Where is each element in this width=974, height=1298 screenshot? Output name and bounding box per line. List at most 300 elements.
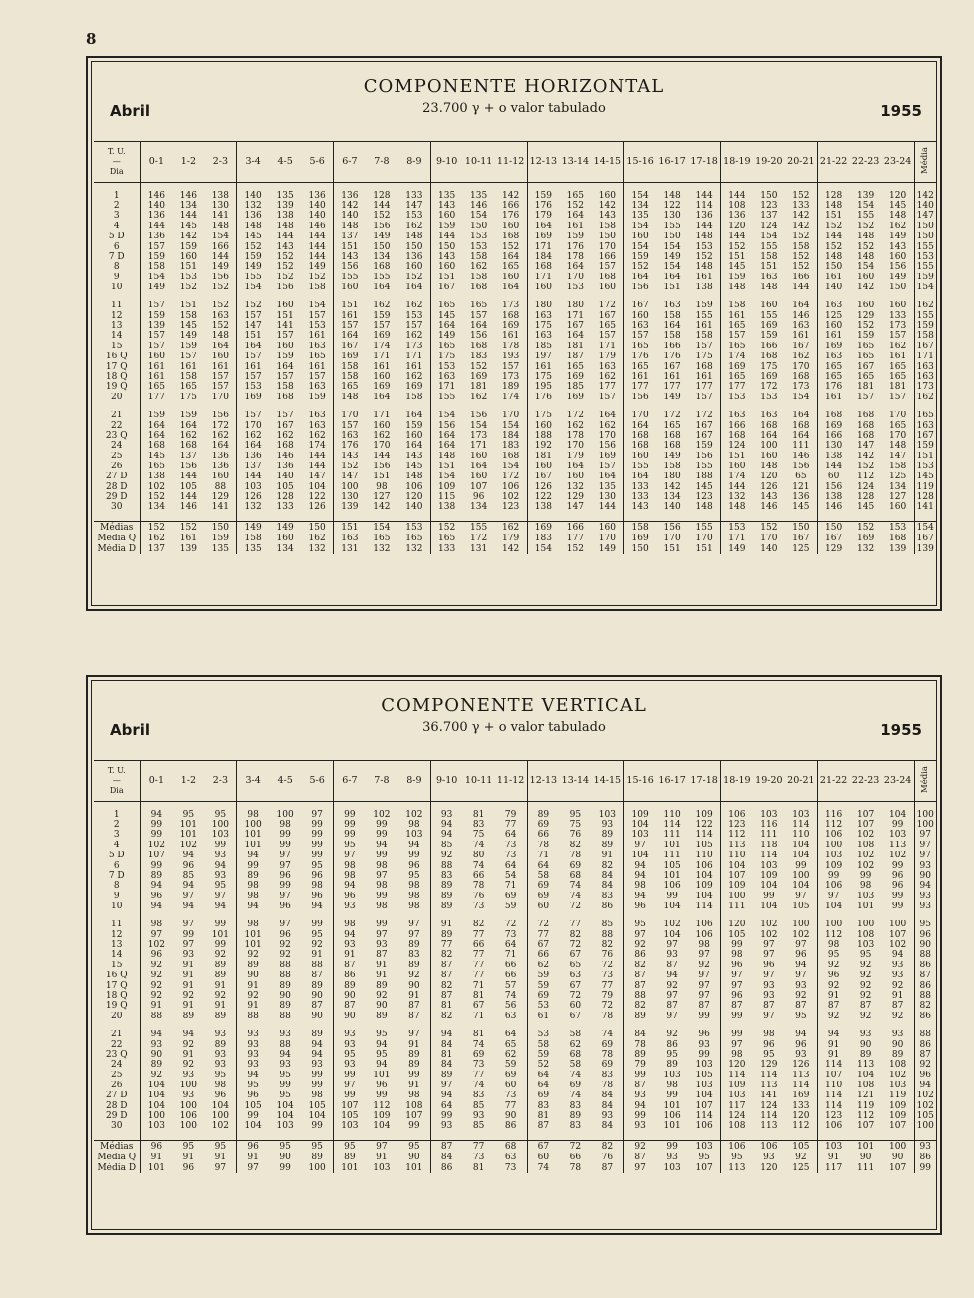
value-cell: 71 [527,851,559,861]
value-cell: 95 [666,1050,678,1060]
value-cell: 82 [592,1140,624,1153]
value-cell: 89 [601,830,614,840]
value-cell: 159 [140,311,172,321]
table-row [94,940,936,950]
value-cell: 91 [140,1153,172,1163]
value-cell: 153 [430,362,462,372]
value-cell: 174 [373,341,391,352]
value-cell: 148 [695,502,713,513]
value-cell: 144 [695,221,713,232]
value-cell: 81 [430,1050,462,1060]
value-cell: 157 [308,372,326,382]
value-cell: 99 [891,891,904,902]
day-label: 25 [111,451,123,462]
value-cell: 169 [373,382,391,392]
value-cell: 146 [792,451,810,462]
value-cell: 87 [376,950,388,961]
value-cell: 156 [598,441,616,451]
value-cell: 149 [237,262,269,272]
daily-mean-cell: 93 [914,892,936,902]
value-cell: 154 [140,273,172,283]
value-cell: 158 [470,252,488,262]
month-label: Abril [110,102,151,120]
value-cell: 176 [817,382,849,392]
value-cell: 136 [721,211,753,221]
value-cell: 172 [470,533,488,544]
value-cell: 170 [695,533,713,544]
value-cell: 165 [566,362,584,372]
value-cell: 175 [527,411,559,421]
daily-mean-cell: 93 [914,1140,936,1153]
value-cell: 152 [334,462,366,472]
value-cell: 159 [211,533,229,544]
value-cell: 87 [795,1001,807,1011]
value-cell: 168 [624,441,656,451]
value-cell: 169 [470,372,488,382]
horizontal-data-table [94,141,936,554]
value-cell: 85 [182,871,195,881]
value-cell: 95 [376,1050,388,1060]
value-cell: 159 [760,331,778,342]
value-cell: 152 [308,272,326,283]
day-label: 30 [111,502,123,513]
table-row [94,830,936,840]
table-row [94,201,936,211]
value-cell: 86 [430,1163,462,1173]
value-cell: 162 [405,331,423,342]
daily-mean-cell: 93 [914,861,936,871]
value-cell: 82 [601,940,614,950]
value-cell: 154 [366,521,398,534]
value-cell: 140 [308,211,326,221]
day-label: 15 [111,960,123,971]
value-cell: 161 [211,362,229,372]
value-cell: 171 [373,351,391,362]
value-cell: 69 [527,881,559,891]
value-cell: 93 [237,1030,269,1040]
value-cell: 168 [889,533,907,544]
value-cell: 154 [624,222,656,232]
value-cell: 151 [430,462,462,472]
day-label: 6 [113,860,120,871]
value-cell: 99 [430,1111,462,1121]
value-cell: 178 [566,252,584,262]
value-cell: 160 [760,451,778,462]
value-cell: 153 [398,521,430,534]
value-cell: 156 [179,461,197,472]
value-cell: 65 [569,960,582,971]
value-cell: 166 [598,252,616,262]
value-cell: 144 [373,451,391,462]
value-cell: 88 [214,482,227,492]
value-cell: 168 [695,362,713,372]
value-cell: 66 [527,950,559,960]
value-cell: 87 [601,1163,614,1173]
value-cell: 148 [817,252,849,262]
value-cell: 95 [376,1029,388,1040]
day-label: 6 [113,241,120,252]
value-cell: 165 [430,342,462,352]
day-label: 18 Q [105,991,128,1001]
value-cell: 107 [857,820,875,830]
value-cell: 114 [721,1071,753,1081]
value-cell: 106 [721,810,753,820]
value-cell: 88 [140,1012,172,1022]
value-cell: 94 [140,881,172,891]
value-cell: 53 [527,1030,559,1040]
value-cell: 85 [430,841,462,851]
value-cell: 164 [470,321,488,331]
value-cell: 83 [601,1070,614,1081]
value-cell: 169 [405,382,423,392]
average-row [94,544,936,554]
section-title: COMPONENTE VERTICAL [381,695,647,716]
value-cell: 158 [721,301,753,311]
value-cell: 82 [430,950,462,960]
table-row [94,222,936,232]
value-cell: 111 [663,850,681,861]
daily-mean-cell: 96 [914,930,936,940]
daily-mean-cell: 97 [914,841,936,851]
value-cell: 88 [237,1012,269,1022]
value-cell: 163 [721,411,753,421]
value-cell: 171 [405,351,423,362]
value-cell: 100 [276,810,294,820]
value-cell: 104 [276,1101,294,1111]
value-cell: 93 [601,1111,614,1121]
value-cell: 145 [695,482,713,492]
day-label: 24 [111,441,123,451]
value-cell: 87 [311,970,323,981]
value-cell: 99 [334,820,366,830]
value-cell: 121 [857,1090,875,1101]
value-cell: 151 [334,301,366,311]
value-cell: 157 [470,311,488,321]
value-cell: 142 [792,211,810,221]
table-row [94,382,936,392]
value-cell: 159 [237,252,269,262]
value-cell: 143 [276,241,294,252]
value-cell: 163 [308,410,326,421]
year-label: 1955 [880,102,922,120]
value-cell: 144 [598,502,616,513]
value-cell: 96 [721,961,753,971]
day-label: 13 [111,940,123,950]
value-cell: 160 [889,252,907,262]
value-cell: 87 [721,1001,753,1011]
day-label: 13 [111,321,123,331]
value-cell: 89 [237,961,269,971]
value-cell: 97 [279,850,291,861]
average-label: Média D [97,544,137,554]
value-cell: 166 [663,341,681,352]
value-cell: 177 [598,382,616,392]
media-column-header [914,761,936,802]
value-cell: 69 [472,1050,485,1060]
value-cell: 90 [311,1011,323,1022]
value-cell: 165 [857,351,875,362]
value-cell: 126 [760,482,778,492]
value-cell: 150 [301,521,333,534]
value-cell: 98 [721,950,753,960]
value-cell: 164 [430,441,462,451]
value-cell: 72 [569,991,582,1001]
value-cell: 154 [527,544,559,554]
daily-mean-cell: 97 [914,830,936,840]
value-cell: 104 [817,902,849,912]
value-cell: 107 [889,930,907,940]
value-cell: 99 [279,1080,291,1091]
value-cell: 144 [792,282,810,293]
value-cell: 124 [721,441,753,451]
average-row [94,534,936,544]
value-cell: 168 [792,420,810,431]
value-cell: 116 [817,810,849,820]
value-cell: 171 [430,382,462,392]
hour-column-header: 9-10 [430,761,462,802]
value-cell: 124 [721,1111,753,1121]
value-cell: 78 [569,1163,582,1173]
value-cell: 119 [857,1101,875,1111]
value-cell: 161 [817,393,849,403]
value-cell: 84 [601,1090,614,1101]
daily-mean-cell: 94 [914,1081,936,1091]
value-cell: 176 [527,201,559,211]
table-row [94,301,936,311]
value-cell: 136 [405,252,423,262]
value-cell: 157 [695,392,713,403]
value-cell: 145 [889,201,907,211]
value-cell: 96 [624,902,656,912]
daily-mean-cell: 167 [914,534,936,544]
value-cell: 172 [695,410,713,421]
value-cell: 99 [311,1121,323,1132]
value-cell: 99 [334,1071,366,1081]
value-cell: 84 [601,871,614,881]
value-cell: 128 [817,191,849,201]
value-cell: 91 [376,960,388,971]
value-cell: 92 [214,950,227,961]
value-cell: 100 [179,1080,197,1091]
vertical-data-table [94,760,936,1173]
value-cell: 95 [311,860,323,871]
day-label: 25 [111,1070,123,1081]
value-cell: 94 [311,1039,323,1050]
daily-mean-cell: 167 [914,342,936,352]
value-cell: 160 [373,420,391,431]
value-cell: 97 [376,871,388,881]
value-cell: 71 [504,950,517,961]
value-cell: 165 [179,382,197,392]
value-cell: 148 [405,231,423,242]
value-cell: 63 [504,1011,517,1022]
value-cell: 164 [566,211,584,221]
value-cell: 63 [504,1152,517,1163]
value-cell: 64 [504,860,517,871]
spacer-row [94,183,936,192]
value-cell: 150 [624,544,656,554]
header-row [94,142,936,183]
value-cell: 132 [405,544,423,554]
value-cell: 86 [624,950,656,960]
value-cell: 72 [601,1001,614,1011]
value-cell: 86 [334,971,366,981]
value-cell: 128 [857,492,875,502]
value-cell: 103 [857,891,875,902]
value-cell: 109 [889,1101,907,1111]
value-cell: 94 [334,930,366,940]
value-cell: 165 [721,372,753,382]
value-cell: 163 [760,410,778,421]
value-cell: 160 [502,272,520,283]
value-cell: 69 [527,991,559,1001]
value-cell: 81 [430,1001,462,1011]
value-cell: 157 [889,392,907,403]
value-cell: 135 [470,191,488,201]
value-cell: 103 [598,810,616,820]
table-row [94,1001,936,1011]
value-cell: 154 [470,211,488,221]
value-cell: 169 [373,331,391,342]
value-cell: 133 [792,201,810,211]
value-cell: 92 [430,851,462,861]
value-cell: 187 [566,351,584,362]
value-cell: 108 [889,1060,907,1070]
value-cell: 165 [140,382,172,392]
value-cell: 89 [237,871,269,881]
value-cell: 172 [502,471,520,482]
daily-mean-cell: 97 [914,851,936,861]
value-cell: 100 [140,1111,172,1121]
value-cell: 60 [817,472,849,482]
table-row [94,273,936,283]
value-cell: 95 [408,871,420,881]
value-cell: 99 [311,820,323,830]
value-cell: 108 [721,1121,753,1131]
value-cell: 165 [889,420,907,431]
value-cell: 165 [889,372,907,382]
value-cell: 154 [857,262,875,272]
value-cell: 170 [373,441,391,451]
value-cell: 104 [695,1090,713,1101]
value-cell: 175 [430,352,462,362]
daily-mean-cell: 153 [914,462,936,472]
value-cell: 89 [891,1050,904,1060]
value-cell: 98 [279,820,291,830]
value-cell: 150 [760,191,778,201]
value-cell: 88 [601,930,614,940]
value-cell: 90 [859,1152,872,1163]
day-label: 7 D [108,252,125,262]
value-cell: 89 [311,981,323,991]
value-cell: 87 [430,961,462,971]
value-cell: 148 [237,222,269,232]
value-cell: 154 [624,191,656,201]
value-cell: 162 [405,372,423,382]
value-cell: 162 [373,431,391,441]
value-cell: 97 [214,891,227,902]
daily-mean-cell: 167 [914,431,936,441]
value-cell: 105 [276,482,294,492]
day-label: 5 D [108,850,125,861]
value-cell: 169 [237,393,269,403]
value-cell: 173 [502,300,520,311]
value-cell: 157 [502,362,520,372]
value-cell: 74 [472,1080,485,1091]
value-cell: 136 [140,232,172,242]
value-cell: 160 [470,471,488,482]
value-cell: 83 [569,1101,582,1111]
value-cell: 163 [334,534,366,544]
value-cell: 115 [430,492,462,502]
value-cell: 170 [211,392,229,403]
hour-column-header: 11-12 [495,761,527,802]
value-cell: 94 [182,1029,195,1040]
value-cell: 78 [601,1080,614,1091]
value-cell: 129 [566,492,584,502]
value-cell: 134 [624,201,656,211]
value-cell: 98 [311,1090,323,1101]
value-cell: 99 [140,861,172,871]
value-cell: 164 [430,321,462,331]
daily-mean-cell: 159 [914,273,936,283]
day-label: 10 [111,282,123,293]
value-cell: 86 [666,1039,678,1050]
value-cell: 160 [624,452,656,462]
value-cell: 148 [889,211,907,221]
value-cell: 170 [566,272,584,283]
value-cell: 124 [857,482,875,492]
value-cell: 183 [470,351,488,362]
value-cell: 88 [279,970,291,981]
value-cell: 117 [817,1163,849,1173]
day-label: 19 Q [105,1001,128,1011]
vertical-component-section [86,675,942,1235]
value-cell: 100 [760,441,778,451]
value-cell: 114 [760,1070,778,1081]
value-cell: 168 [792,372,810,382]
value-cell: 158 [470,272,488,283]
value-cell: 144 [308,451,326,462]
value-cell: 150 [470,221,488,232]
value-cell: 109 [624,810,656,820]
value-cell: 93 [624,1091,656,1101]
value-cell: 109 [760,871,778,881]
value-cell: 151 [276,311,294,321]
value-cell: 176 [624,352,656,362]
value-cell: 94 [430,1091,462,1101]
day-label: 28 D [105,1101,128,1111]
value-cell: 135 [624,211,656,221]
daily-mean-cell: 140 [914,201,936,211]
value-cell: 164 [334,331,366,341]
value-cell: 173 [792,382,810,392]
value-cell: 103 [817,851,849,861]
value-cell: 169 [566,372,584,382]
value-cell: 151 [237,331,269,341]
value-cell: 143 [334,452,366,462]
value-cell: 149 [308,262,326,272]
day-label: 29 D [105,1111,128,1121]
value-cell: 89 [430,881,462,891]
value-cell: 152 [276,262,294,272]
value-cell: 94 [376,840,388,851]
value-cell: 104 [663,930,681,940]
value-cell: 73 [472,1152,485,1163]
value-cell: 147 [334,472,366,482]
value-cell: 164 [211,441,229,451]
value-cell: 112 [721,830,753,840]
